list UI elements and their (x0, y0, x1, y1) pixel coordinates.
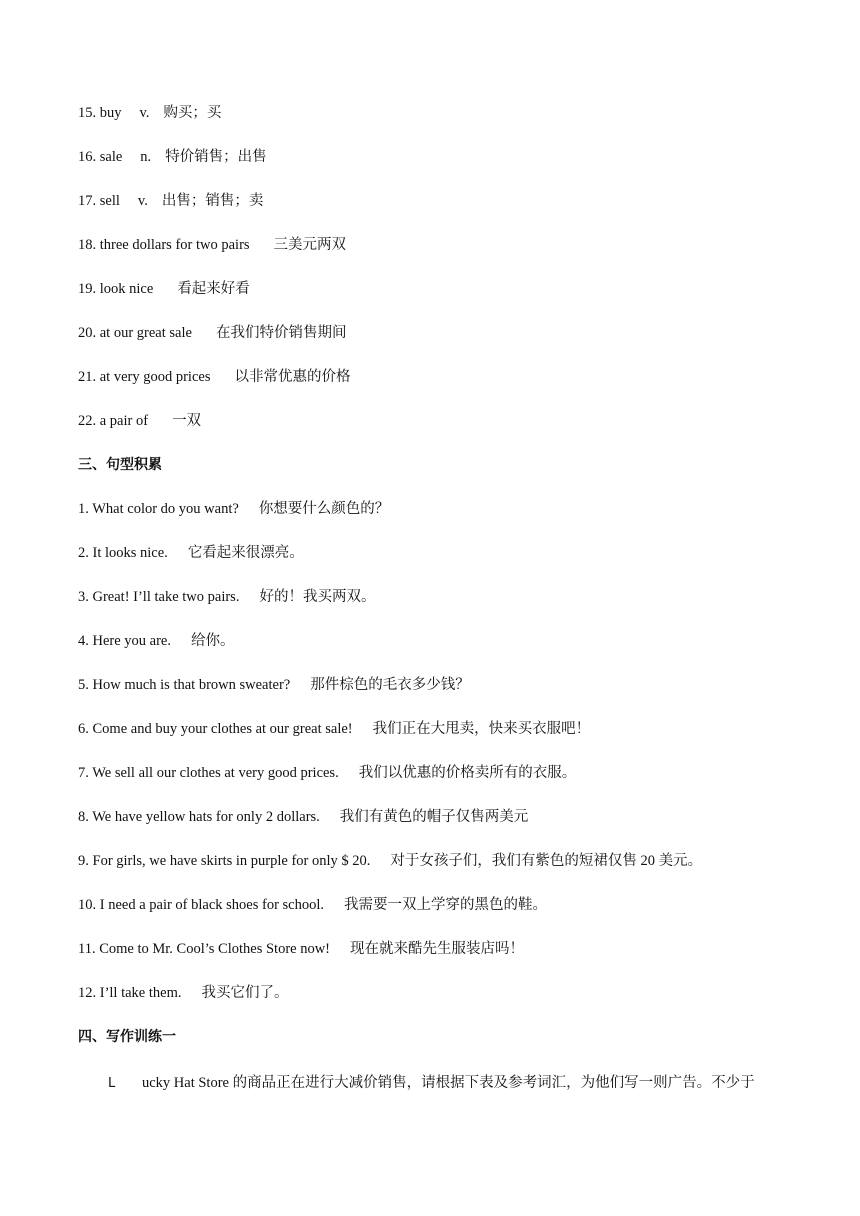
vocab-zh: 特价销售；出售 (165, 149, 267, 165)
sentence-en: 6. Come and buy your clothes at our great sale! (78, 721, 353, 737)
sentence-en: 12. I’ll take them. (78, 985, 182, 1001)
sentence-item (78, 763, 576, 783)
sentence-zh: 给你。 (191, 633, 235, 649)
sentence-en: 4. Here you are. (78, 633, 171, 649)
sentence-zh: 你想要什么颜色的？ (258, 501, 390, 517)
writing-prompt-text: ucky Hat Store 的商品正在进行大减价销售，请根据下表及参考词汇，为他们写一则广告。不少于 (142, 1075, 755, 1091)
phrase-zh: 在我们特价销售期间 (215, 325, 347, 341)
sentence-item (78, 983, 288, 1003)
vocab-en: 15. buy (78, 105, 122, 121)
phrase-en: 21. at very good prices (78, 369, 211, 385)
vocab-pos: v. (139, 105, 150, 121)
sentence-zh: 我们以优惠的价格卖所有的衣服。 (358, 765, 577, 781)
phrase-item (78, 323, 346, 343)
sentence-zh: 它看起来很漂亮。 (187, 545, 304, 561)
phrase-item (78, 279, 250, 299)
sentence-zh: 那件棕色的毛衣多少钱？ (310, 677, 470, 693)
phrase-item (78, 367, 350, 387)
vocab-pos: v. (137, 193, 148, 209)
sentence-en: 10. I need a pair of black shoes for school. (78, 897, 325, 913)
phrase-zh: 三美元两双 (273, 237, 347, 253)
sentence-item (78, 675, 470, 695)
vocab-pos: n. (140, 149, 152, 165)
sentence-en: 3. Great! I’ll take two pairs. (78, 589, 240, 605)
vocab-item (78, 103, 221, 123)
sentence-item (78, 939, 524, 959)
sentence-en: 11. Come to Mr. Cool’s Clothes Store now! (78, 941, 331, 957)
phrase-zh: 看起来好看 (177, 281, 250, 297)
vocab-item (78, 147, 267, 167)
phrase-item (78, 411, 201, 431)
vocab-en: 16. sale (78, 149, 123, 165)
vocab-en: 17. sell (78, 193, 120, 209)
sentence-zh: 对于女孩子们，我们有紫色的短裙仅售 20 美元。 (390, 853, 703, 869)
sentence-zh: 我需要一双上学穿的黑色的鞋。 (344, 897, 548, 913)
sentence-en: 9. For girls, we have skirts in purple for only $ 20. (78, 853, 371, 869)
sentence-en: 8. We have yellow hats for only 2 dollars. (78, 809, 320, 825)
vocab-zh: 购买；买 (163, 105, 222, 121)
sentence-en: 5. How much is that brown sweater? (78, 677, 291, 693)
sentence-item (78, 895, 547, 915)
sentence-zh: 我们正在大甩卖，快来买衣服吧！ (372, 721, 591, 737)
sentence-zh: 我买它们了。 (201, 985, 289, 1001)
sentence-item (78, 631, 235, 651)
sentence-zh: 好的！我买两双。 (259, 589, 376, 605)
phrase-zh: 一双 (172, 413, 202, 429)
phrase-en: 20. at our great sale (78, 325, 192, 341)
vocab-item (78, 191, 263, 211)
phrase-en: 22. a pair of (78, 413, 149, 429)
drop-cap: L (108, 1076, 116, 1091)
sentence-item (78, 807, 528, 827)
sentence-zh: 我们有黄色的帽子仅售两美元 (339, 809, 529, 825)
sentence-item (78, 587, 375, 607)
sentence-item (78, 719, 590, 739)
sentence-en: 1. What color do you want? (78, 501, 239, 517)
writing-prompt (108, 1073, 755, 1094)
sentence-item (78, 851, 702, 871)
section-heading: 四、写作训练一 (78, 1029, 176, 1045)
vocab-zh: 出售；销售；卖 (161, 193, 264, 209)
phrase-en: 18. three dollars for two pairs (78, 237, 250, 253)
phrase-zh: 以非常优惠的价格 (234, 369, 351, 385)
phrase-en: 19. look nice (78, 281, 154, 297)
sentence-zh: 现在就来酷先生服装店吗！ (350, 941, 525, 957)
section-heading: 三、句型积累 (78, 457, 162, 473)
sentence-item (78, 499, 389, 519)
sentence-en: 2. It looks nice. (78, 545, 168, 561)
sentence-en: 7. We sell all our clothes at very good prices. (78, 765, 339, 781)
sentence-item (78, 543, 304, 563)
phrase-item (78, 235, 346, 255)
